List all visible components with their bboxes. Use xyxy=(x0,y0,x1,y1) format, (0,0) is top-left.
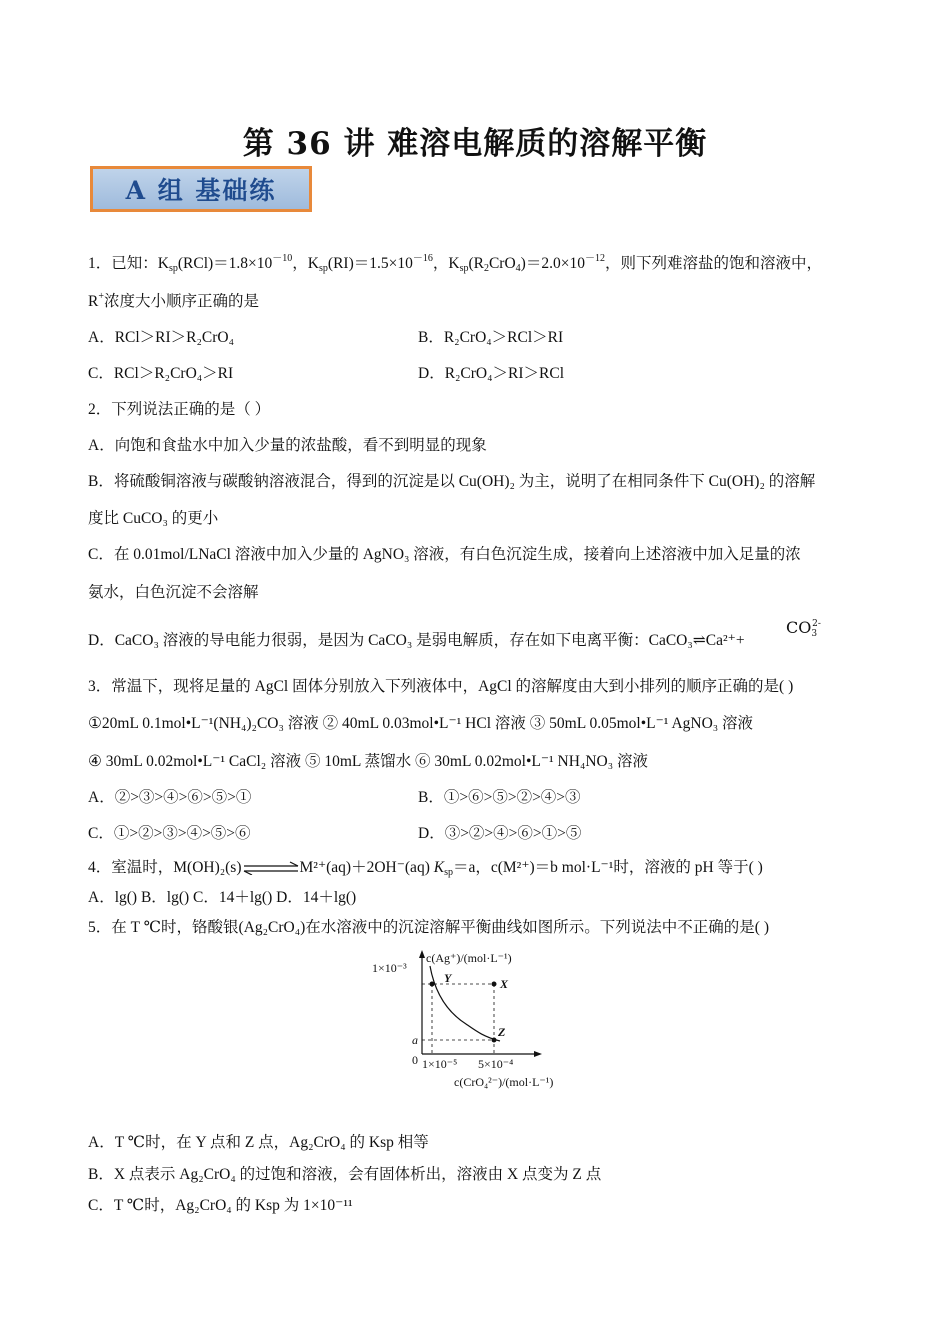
q2-option-d[interactable]: D．CaCO₃ 溶液的导电能力很弱，是因为 CaCO₃ 是弱电解质，存在如下电离平衡：CaCO₃⇌Ca²⁺+ xyxy=(88,632,745,649)
x-tick-1: 1×10⁻⁵ xyxy=(422,1057,458,1071)
x-axis-arrow-icon xyxy=(534,1051,542,1057)
q2-option-b[interactable]: B．将硫酸铜溶液与碳酸钠溶液混合，得到的沉淀是以 Cu(OH)₂ 为主，说明了在相同条件下 Cu(OH)₂ 的溶解 xyxy=(88,473,816,490)
q2-option-c[interactable]: C．在 0.01mol/LNaCl 溶液中加入少量的 AgNO₃ 溶液，有白色沉淀生成，接着向上述溶液中加入足量的浓 xyxy=(88,546,801,563)
q5-option-c[interactable]: C．T ℃时，Ag₂CrO₄ 的 Ksp 为 1×10⁻¹¹ xyxy=(88,1197,353,1214)
q3-option-c[interactable]: C．①>②>③>④>⑤>⑥ xyxy=(88,825,251,842)
solubility-curve-figure xyxy=(366,948,586,1093)
solubility-curve xyxy=(430,966,500,1041)
q3-stem: 3．常温下，现将足量的 AgCl 固体分别放入下列液体中，AgCl 的溶解度由大到小排列的顺序正确的是( ) xyxy=(88,678,794,695)
x-axis-label: c(CrO₄²⁻)/(mol·L⁻¹) xyxy=(454,1075,554,1089)
q5-stem: 5．在 T ℃时，铬酸银(Ag₂CrO₄)在水溶液中的沉淀溶解平衡曲线如图所示。下列说法中不正确的是( ) xyxy=(88,919,769,936)
point-y-marker xyxy=(430,982,435,987)
q1-option-b[interactable]: B．R₂CrO₄＞RCl＞RI xyxy=(418,329,564,346)
y-axis-arrow-icon xyxy=(419,950,425,958)
point-x-marker xyxy=(492,982,497,987)
section-badge-label: A 组 基础练 xyxy=(125,176,277,205)
q1-stem: 1．已知：$K_{sp}(RCl)=1.8\times 10^{-10}$，$K_{sp}(RI)=1.5\times 10^{-16}$，$K_{sp}(R_2CrO_4)=2.0\times 10^{-12}$，则下列难溶盐的饱和溶液中， xyxy=(88,253,822,274)
q5-option-a[interactable]: A．T ℃时，在 Y 点和 Z 点，Ag₂CrO₄ 的 Ksp 相等 xyxy=(88,1134,429,1151)
section-badge xyxy=(90,166,312,212)
origin-label: 0 xyxy=(412,1053,418,1067)
q1-stem-cont: R+浓度大小顺序正确的是 xyxy=(88,291,259,310)
point-y-label: Y xyxy=(444,971,452,985)
q4-stem: 4．室温时，M(OH)₂(s) M²⁺(aq)＋2OH⁻(aq) $K_{sp}=a$，c(M²⁺)＝b mol·L⁻¹时，溶液的 pH 等于( ) xyxy=(88,859,763,878)
q2-stem: 2．下列说法正确的是（ ） xyxy=(88,401,271,418)
point-x-label: X xyxy=(500,977,509,991)
q3-items-2: ④ 30mL 0.02mol•L⁻¹ CaCl₂ 溶液 ⑤ 10mL 蒸馏水 ⑥ 30mL 0.02mol•L⁻¹ NH₄NO₃ 溶液 xyxy=(88,753,649,770)
q1-option-a[interactable]: A．RCl＞RI＞R₂CrO₄ xyxy=(88,329,235,346)
q4-options[interactable]: A．lg() B．lg() C．14＋lg() D．14＋lg() xyxy=(88,889,357,906)
q5-option-b[interactable]: B．X 点表示 Ag₂CrO₄ 的过饱和溶液，会有固体析出，溶液由 X 点变为 Z 点 xyxy=(88,1166,602,1183)
q3-option-a[interactable]: A．②>③>④>⑥>⑤>① xyxy=(88,789,252,806)
q3-items-1: ①20mL 0.1mol•L⁻¹(NH₄)₂CO₃ 溶液 ② 40mL 0.03mol•L⁻¹ HCl 溶液 ③ 50mL 0.05mol•L⁻¹ AgNO₃ 溶液 xyxy=(88,715,754,732)
q2-option-a[interactable]: A．向饱和食盐水中加入少量的浓盐酸，看不到明显的现象 xyxy=(88,437,487,454)
q1-option-d[interactable]: D．R₂CrO₄＞RI＞RCl xyxy=(418,365,565,382)
q1-option-c[interactable]: C．RCl＞R₂CrO₄＞RI xyxy=(88,365,234,382)
point-z-marker xyxy=(492,1038,497,1043)
y-axis-label: c(Ag⁺)/(mol·L⁻¹) xyxy=(426,951,512,965)
q3-option-b[interactable]: B．①>⑥>⑤>②>④>③ xyxy=(418,789,581,806)
carbonate-ion: $CO_3^{2-}$ xyxy=(786,618,821,639)
q3-option-d[interactable]: D．③>②>④>⑥>①>⑤ xyxy=(418,825,582,842)
y-tick-a: a xyxy=(412,1033,418,1047)
x-tick-2: 5×10⁻⁴ xyxy=(478,1057,514,1071)
page-title: 第 36 讲 难溶电解质的溶解平衡 xyxy=(242,126,708,162)
point-z-label: Z xyxy=(498,1025,506,1039)
equilibrium-arrow-icon xyxy=(242,861,300,875)
q2-option-c-cont: 氨水，白色沉淀不会溶解 xyxy=(88,584,259,601)
y-tick-top: 1×10⁻³ xyxy=(372,961,407,975)
q2-option-b-cont: 度比 CuCO₃ 的更小 xyxy=(88,510,219,527)
